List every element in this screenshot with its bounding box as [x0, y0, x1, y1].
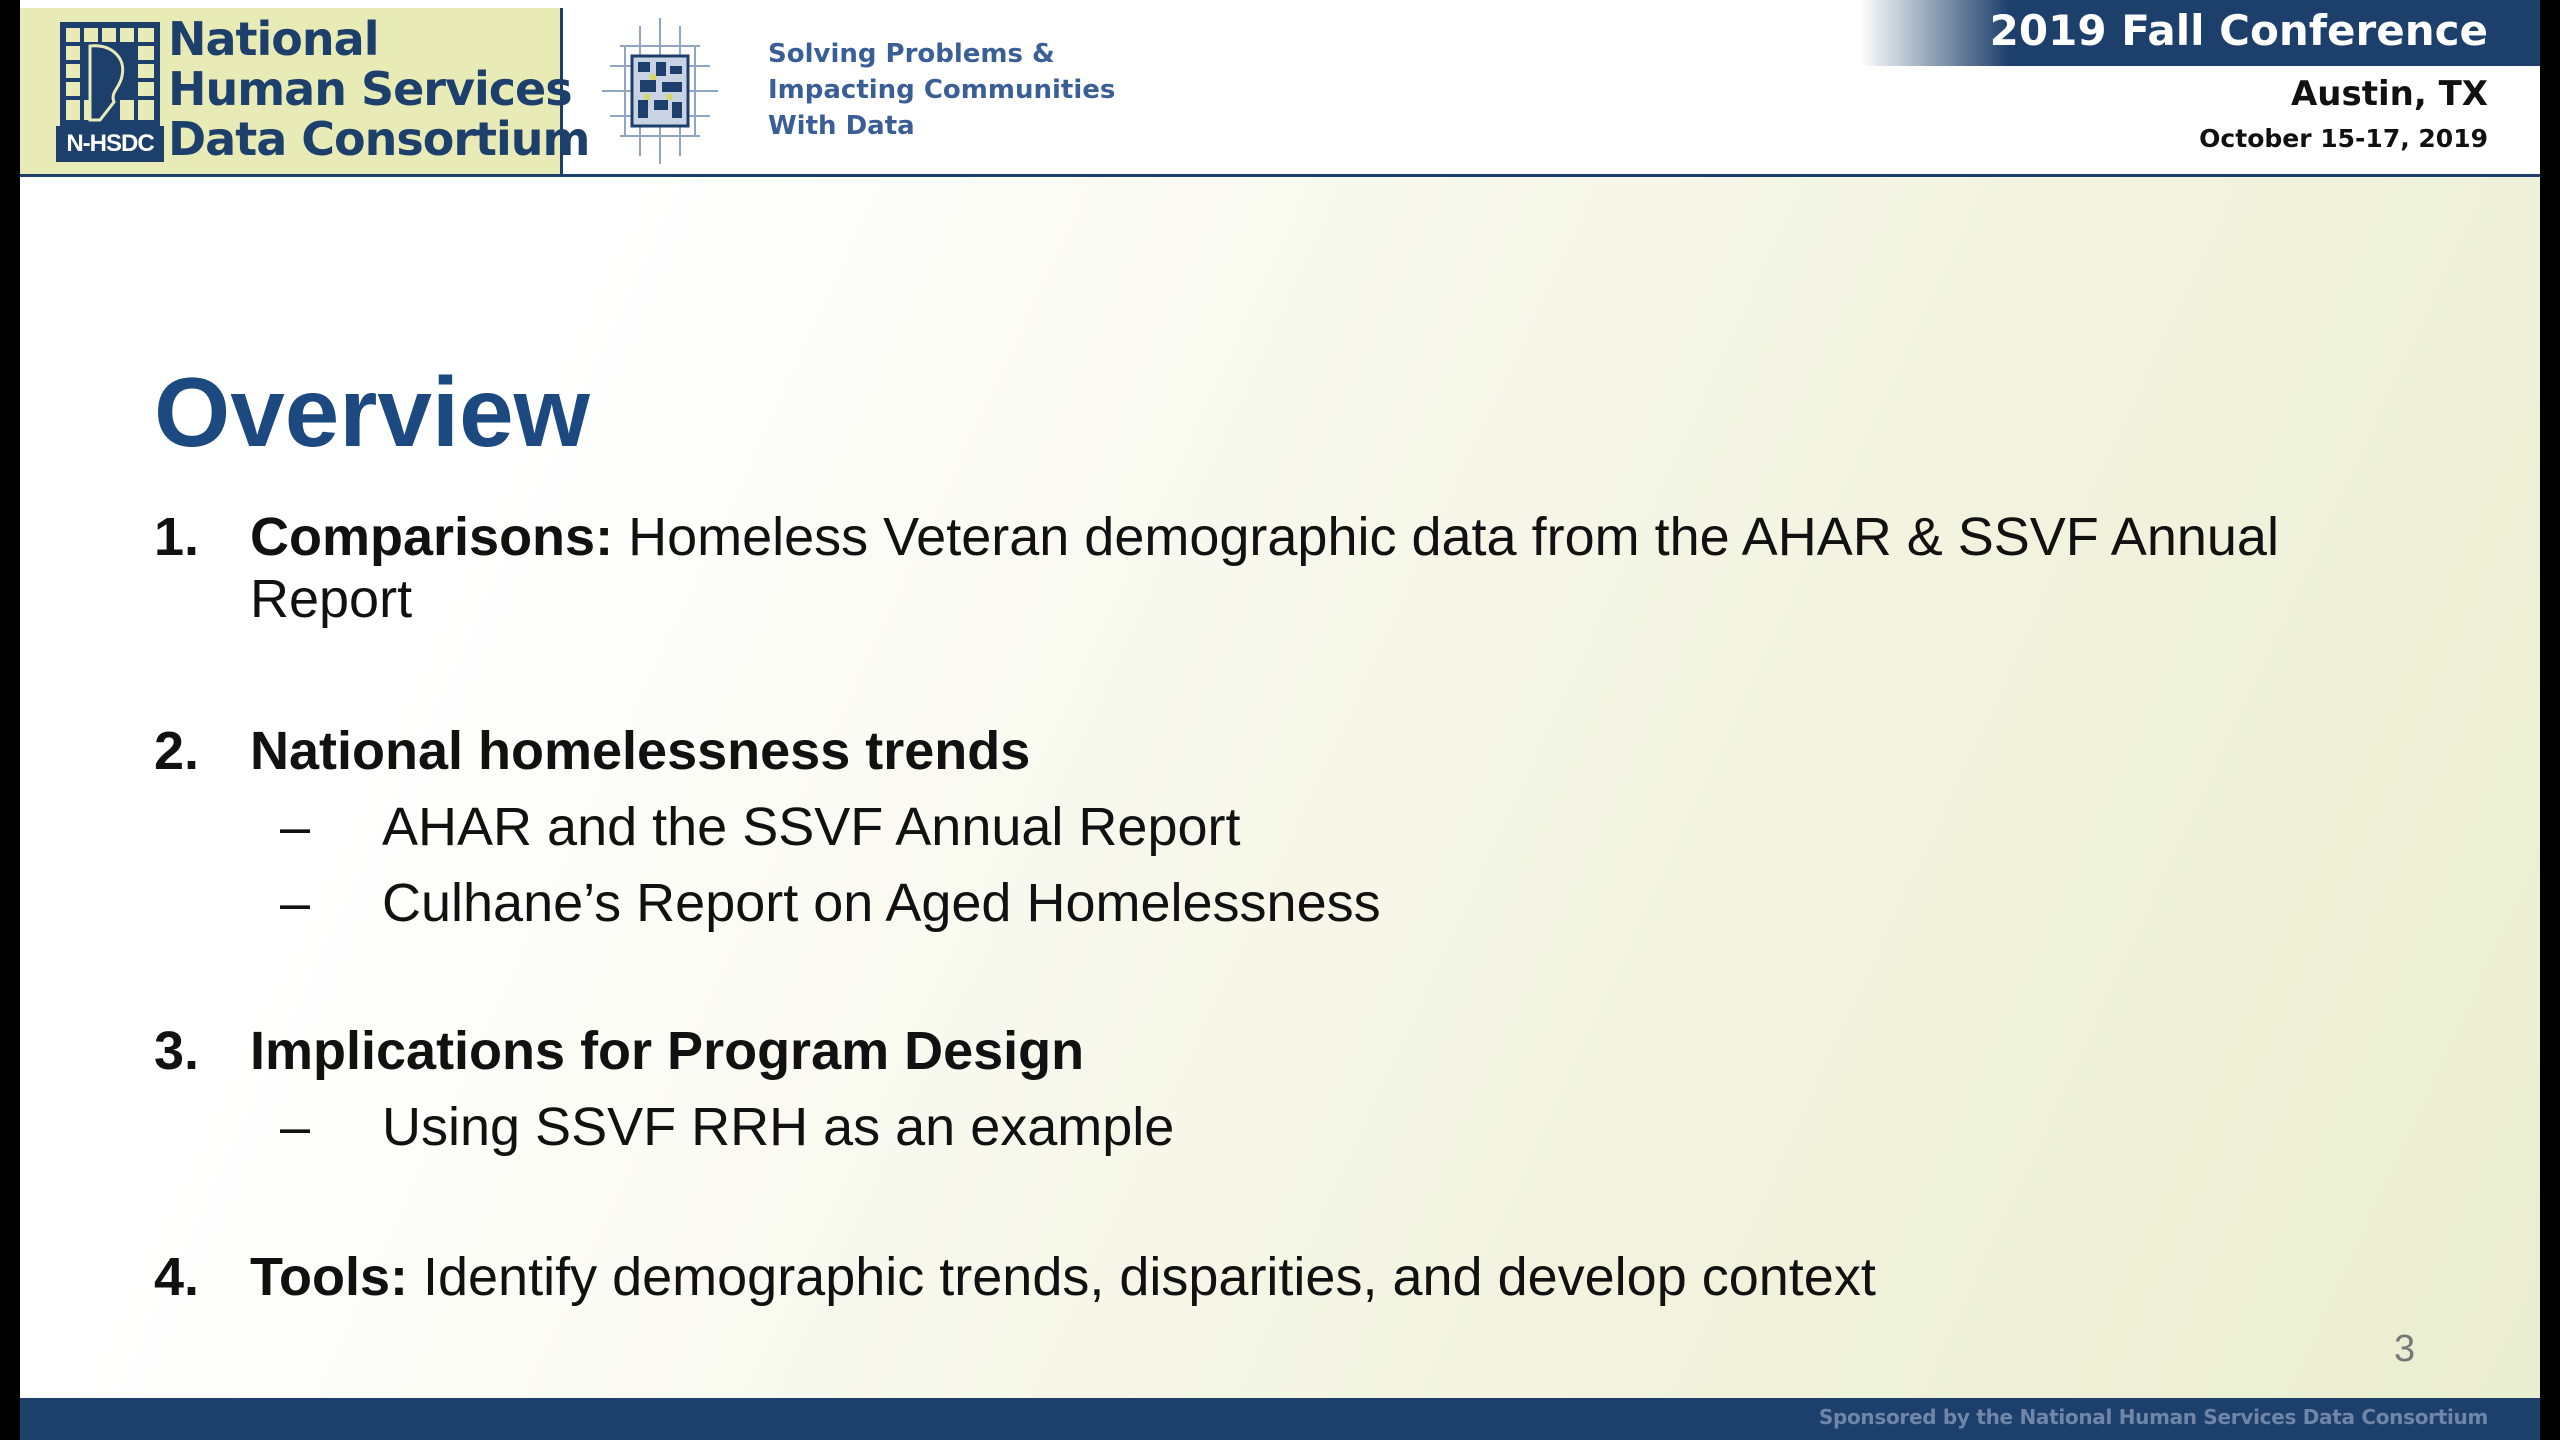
item-bold-label: Comparisons: — [250, 507, 614, 567]
item-body: Homeless Veteran demographic data from the AHAR & SSVF Annual Report — [250, 507, 2279, 629]
org-name-line: Data Consortium — [168, 112, 590, 166]
subitem-marker: – — [280, 873, 311, 933]
conference-banner — [1860, 0, 2540, 66]
overview-item — [154, 720, 2434, 782]
tagline-line: With Data — [768, 111, 915, 141]
overview-subitem — [280, 1096, 1174, 1158]
item-number: 4. — [154, 1247, 200, 1307]
subitem-marker: – — [280, 797, 311, 857]
page-number: 3 — [2394, 1328, 2416, 1370]
org-name — [168, 14, 589, 164]
overview-subitem — [280, 872, 1381, 934]
org-name-line: National — [168, 12, 379, 66]
slide-title: Overview — [154, 357, 590, 467]
overview-item — [154, 506, 2434, 630]
item-text — [250, 720, 2434, 782]
conference-city: Austin, TX — [2290, 74, 2488, 114]
org-logo-panel — [20, 8, 590, 174]
subitem-marker: – — [280, 1097, 311, 1157]
item-text — [250, 506, 2434, 630]
item-text — [250, 1020, 2434, 1082]
slide — [20, 0, 2540, 1440]
circuit-map-icon — [600, 16, 720, 166]
tagline-line: Impacting Communities — [768, 75, 1116, 105]
overview-item — [154, 1246, 2434, 1308]
subitem-text: Using SSVF RRH as an example — [382, 1097, 1175, 1157]
tagline — [768, 36, 1115, 144]
item-number: 3. — [154, 1021, 200, 1081]
item-bold-label: Tools: — [250, 1247, 408, 1307]
conference-dates: October 15-17, 2019 — [2199, 124, 2488, 153]
slide-header — [20, 0, 2540, 177]
subitem-text: Culhane’s Report on Aged Homelessness — [382, 873, 1381, 933]
item-body: Identify demographic trends, disparities, and develop context — [407, 1247, 1876, 1307]
tagline-line: Solving Problems & — [768, 39, 1055, 69]
subitem-text: AHAR and the SSVF Annual Report — [382, 797, 1241, 857]
item-number: 1. — [154, 507, 200, 567]
slide-footer — [20, 1398, 2540, 1440]
overview-subitem — [280, 796, 1241, 858]
sponsor-text: Sponsored by the National Human Services Data Consortium — [1818, 1405, 2488, 1429]
conference-title: 2019 Fall Conference — [1989, 6, 2488, 55]
nhsdc-logo-icon — [60, 22, 160, 166]
overview-item — [154, 1020, 2434, 1082]
nhsdc-logo-caption: N-HSDC — [56, 126, 164, 162]
item-bold-label: Implications for Program Design — [250, 1021, 1085, 1081]
item-bold-label: National homelessness trends — [250, 721, 1031, 781]
item-text — [250, 1246, 2434, 1308]
item-number: 2. — [154, 721, 200, 781]
org-name-line: Human Services — [168, 62, 572, 116]
